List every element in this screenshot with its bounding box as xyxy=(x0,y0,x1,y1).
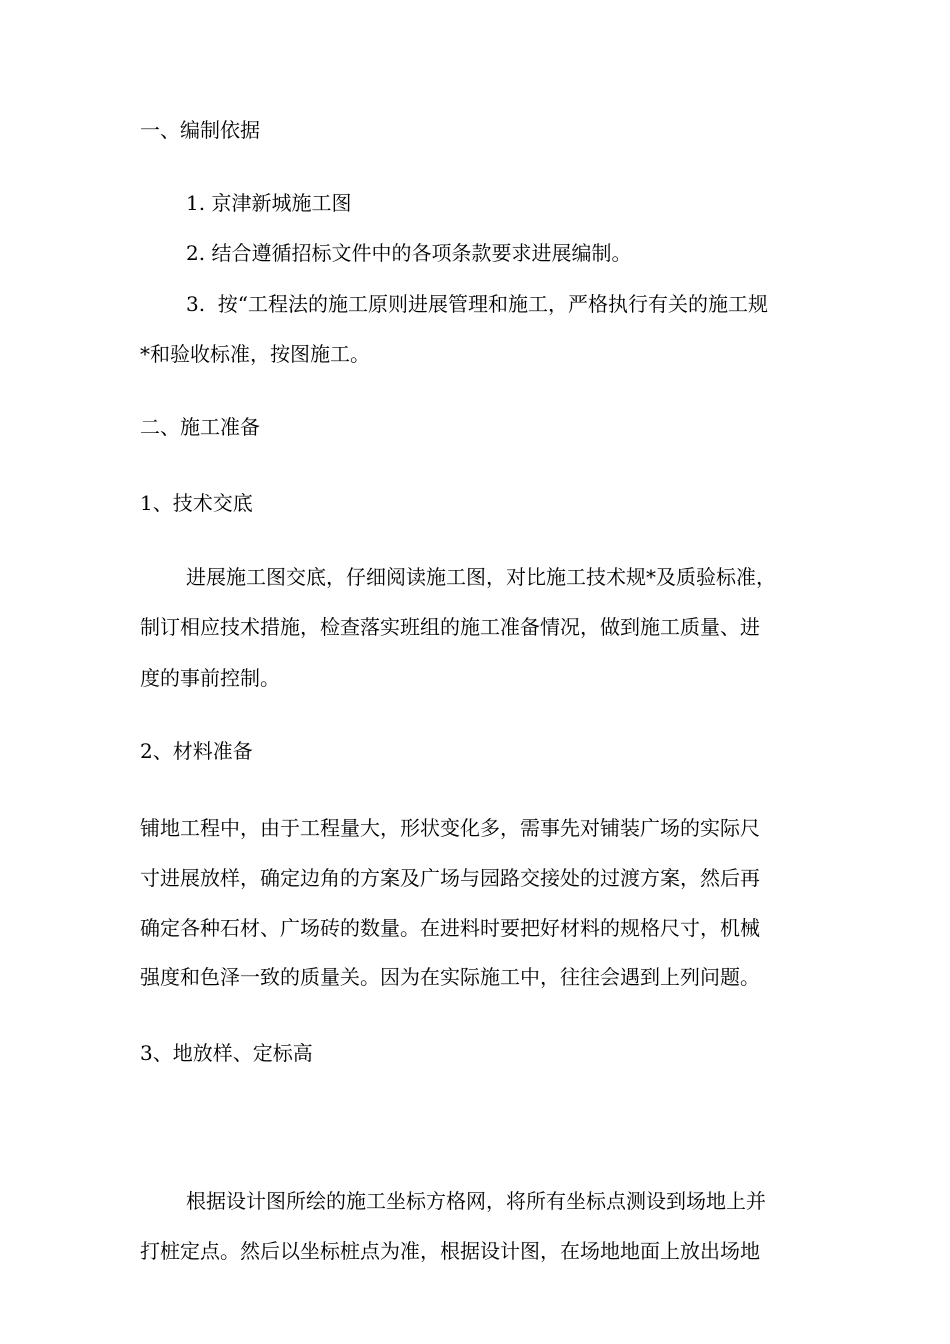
subheading-layout-elevation: 3、地放样、定标高 xyxy=(140,1041,313,1065)
subheading-tech-briefing: 1、技术交底 xyxy=(140,491,253,515)
section-heading-1: 一、编制依据 xyxy=(140,118,260,142)
subheading-materials: 2、材料准备 xyxy=(140,739,253,763)
paragraph-line: 制订相应技术措施，检查落实班组的施工准备情况，做到施工质量、进 xyxy=(140,615,760,639)
basis-item-1: 1. 京津新城施工图 xyxy=(186,191,352,215)
paragraph-line: 寸进展放样，确定边角的方案及广场与园路交接处的过渡方案，然后再 xyxy=(140,866,760,890)
paragraph-line: 铺地工程中，由于工程量大，形状变化多，需事先对铺装广场的实际尺 xyxy=(140,816,760,840)
paragraph-line: 确定各种石材、广场砖的数量。在进料时要把好材料的规格尺寸，机械 xyxy=(140,916,760,940)
basis-item-3: 3. 按“工程法的施工原则进展管理和施工，严格执行有关的施工规 xyxy=(186,292,769,316)
basis-item-2: 2. 结合遵循招标文件中的各项条款要求进展编制。 xyxy=(186,241,632,265)
section-heading-2: 二、施工准备 xyxy=(140,415,260,439)
paragraph-line: 度的事前控制。 xyxy=(140,666,280,690)
paragraph-line: 进展施工图交底，仔细阅读施工图，对比施工技术规*及质验标准， xyxy=(186,565,776,589)
paragraph-line: 根据设计图所绘的施工坐标方格网，将所有坐标点测设到场地上并 xyxy=(186,1189,766,1213)
paragraph-line: 强度和色泽一致的质量关。因为在实际施工中，往往会遇到上列问题。 xyxy=(140,965,760,989)
basis-item-3-cont: *和验收标准，按图施工。 xyxy=(140,342,370,366)
paragraph-line: 打桩定点。然后以坐标桩点为准，根据设计图，在场地地面上放出场地 xyxy=(140,1239,760,1263)
